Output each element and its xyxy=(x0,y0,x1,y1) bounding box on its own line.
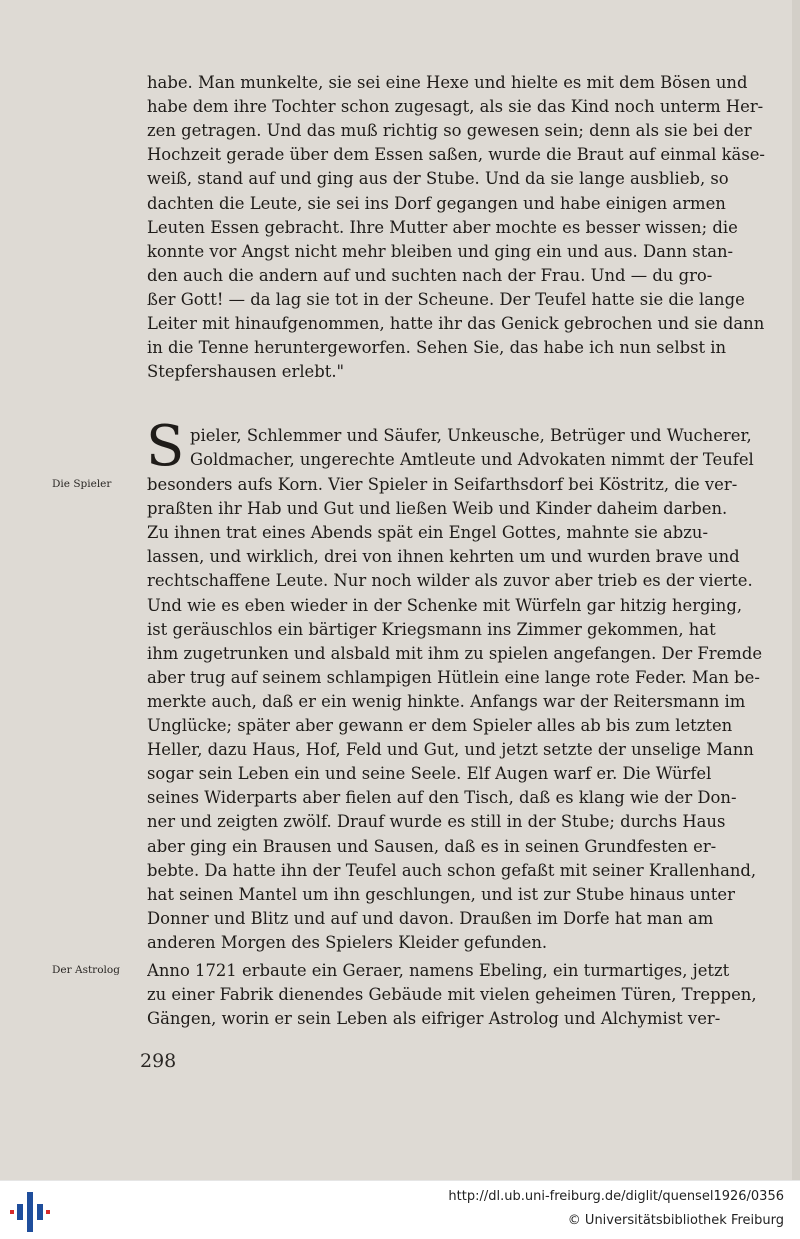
text-line: Unglücke; später aber gewann er dem Spieler alles ab bis zum letzten xyxy=(147,716,733,735)
text-line: Zu ihnen trat eines Abends spät ein Engel Gottes, mahnte sie abzu- xyxy=(147,523,708,542)
margin-note-spieler: Die Spieler xyxy=(52,478,112,490)
text-line: praßten ihr Hab und Gut und ließen Weib und Kinder daheim darben. xyxy=(147,499,728,518)
text-line: ist geräuschlos ein bärtiger Kriegsmann ins Zimmer gekommen, hat xyxy=(147,620,716,639)
text-line: aber ging ein Brausen und Sausen, daß es in seinen Grundfesten er- xyxy=(147,837,717,856)
text-line: ihm zugetrunken und alsbald mit ihm zu spielen angefangen. Der Fremde xyxy=(147,644,763,663)
page-number: 298 xyxy=(140,1050,177,1072)
document-url-link[interactable]: http://dl.ub.uni-freiburg.de/diglit/quensel1926/0356 xyxy=(448,1189,784,1204)
university-library-logo xyxy=(8,1190,52,1234)
text-line: ner und zeigten zwölf. Drauf wurde es still in der Stube; durchs Haus xyxy=(147,812,726,831)
page-edge xyxy=(792,0,800,1180)
text-line: bebte. Da hatte ihn der Teufel auch schon gefaßt mit seiner Krallenhand, xyxy=(147,861,757,880)
text-line: zen getragen. Und das muß richtig so gewesen sein; denn als sie bei der xyxy=(147,121,752,140)
text-line: seines Widerparts aber fielen auf den Tisch, daß es klang wie der Don- xyxy=(147,788,737,807)
text-line: Goldmacher, ungerechte Amtleute und Advokaten nimmt der Teufel xyxy=(190,450,754,469)
text-line: habe dem ihre Tochter schon zugesagt, als sie das Kind noch unterm Her- xyxy=(147,97,764,116)
text-line: dachten die Leute, sie sei ins Dorf gegangen und habe einigen armen xyxy=(147,194,726,213)
text-line: Leiter mit hinaufgenommen, hatte ihr das Genick gebrochen und sie dann xyxy=(147,314,765,333)
text-line: aber trug auf seinem schlampigen Hütlein eine lange rote Feder. Man be- xyxy=(147,668,760,687)
text-line: Heller, dazu Haus, Hof, Feld und Gut, und jetzt setzte der unselige Mann xyxy=(147,740,754,759)
text-line: pieler, Schlemmer und Säufer, Unkeusche, Betrüger und Wucherer, xyxy=(190,426,752,445)
text-line: merkte auch, daß er ein wenig hinkte. Anfangs war der Reitersmann im xyxy=(147,692,746,711)
text-line: rechtschaffene Leute. Nur noch wilder als zuvor aber trieb es der vierte. xyxy=(147,571,753,590)
text-line: konnte vor Angst nicht mehr bleiben und ging ein und aus. Dann stan- xyxy=(147,242,734,261)
text-line: sogar sein Leben ein und seine Seele. Elf Augen warf er. Die Würfel xyxy=(147,764,712,783)
text-line: Stepfershausen erlebt." xyxy=(147,362,345,381)
text-line: zu einer Fabrik dienendes Gebäude mit vielen geheimen Türen, Treppen, xyxy=(147,985,757,1004)
text-line: hat seinen Mantel um ihn geschlungen, und ist zur Stube hinaus unter xyxy=(147,885,735,904)
text-line: in die Tenne heruntergeworfen. Sehen Sie, das habe ich nun selbst in xyxy=(147,338,727,357)
text-line: ßer Gott! — da lag sie tot in der Scheune. Der Teufel hatte sie die lange xyxy=(147,290,745,309)
text-line: Hochzeit gerade über dem Essen saßen, wurde die Braut auf einmal käse- xyxy=(147,145,765,164)
text-line: besonders aufs Korn. Vier Spieler in Seifarthsdorf bei Köstritz, die ver- xyxy=(147,475,738,494)
text-line: weiß, stand auf und ging aus der Stube. Und da sie lange ausblieb, so xyxy=(147,169,729,188)
margin-note-astrolog: Der Astrolog xyxy=(52,964,120,976)
text-line: lassen, und wirklich, drei von ihnen kehrten um und wurden brave und xyxy=(147,547,740,566)
text-line: Gängen, worin er sein Leben als eifriger Astrolog und Alchymist ver- xyxy=(147,1009,721,1028)
text-line: den auch die andern auf und suchten nach der Frau. Und — du gro- xyxy=(147,266,713,285)
viewer-footer xyxy=(0,1180,800,1239)
text-line: Anno 1721 erbaute ein Geraer, namens Ebeling, ein turmartiges, jetzt xyxy=(147,961,730,980)
text-line: habe. Man munkelte, sie sei eine Hexe und hielte es mit dem Bösen und xyxy=(147,73,748,92)
text-line: Donner und Blitz und auf und davon. Draußen im Dorfe hat man am xyxy=(147,909,714,928)
drop-cap: S xyxy=(146,414,185,479)
text-line: anderen Morgen des Spielers Kleider gefunden. xyxy=(147,933,548,952)
text-line: Und wie es eben wieder in der Schenke mit Würfeln gar hitzig herging, xyxy=(147,596,743,615)
copyright-notice: © Universitätsbibliothek Freiburg xyxy=(567,1213,784,1228)
text-line: Leuten Essen gebracht. Ihre Mutter aber mochte es besser wissen; die xyxy=(147,218,738,237)
